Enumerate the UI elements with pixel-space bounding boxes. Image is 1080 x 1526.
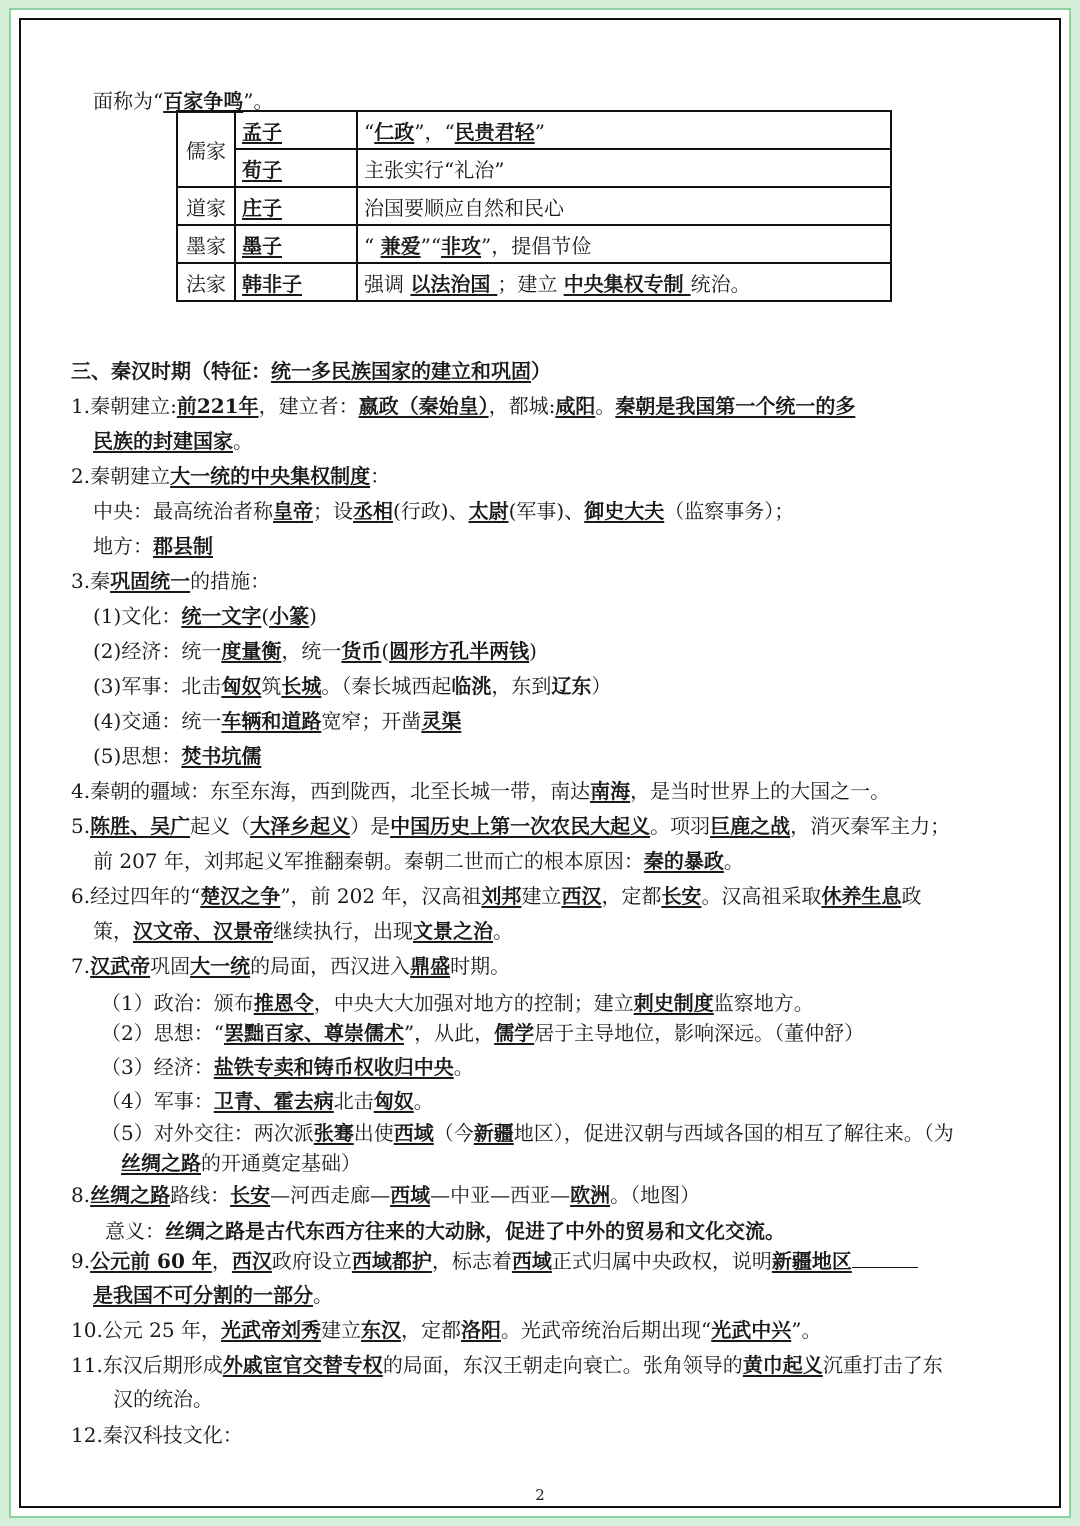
text-line: 9.公元前 60 年，西汉政府设立西域都护，标志着西域正式归属中央政权，说明新疆地区 bbox=[71, 1248, 918, 1274]
table-row bbox=[177, 225, 891, 263]
table-row bbox=[177, 187, 891, 225]
text-line: 3.秦巩固统一的措施： bbox=[71, 569, 271, 593]
document-content bbox=[21, 20, 1059, 1506]
page-frame bbox=[9, 8, 1071, 1518]
text-line: 6.经过四年的“楚汉之争”，前 202 年，汉高祖刘邦建立西汉，定都长安。汉高祖采取休养生息政 bbox=[71, 884, 922, 908]
intro-prefix: 面称为“ bbox=[93, 89, 164, 113]
text-line: 中央：最高统治者称皇帝；设丞相(行政)、太尉(军事)、御史大夫（监察事务）； bbox=[93, 499, 795, 523]
text-line: 地方：郡县制 bbox=[93, 534, 213, 558]
person-cell: 孟子 bbox=[235, 111, 357, 149]
text-line: 4.秦朝的疆域：东至东海，西到陇西，北至长城一带，南达南海，是当时世界上的大国之一。 bbox=[71, 779, 891, 803]
idea-cell: “ 兼爱”“非攻”，提倡节俭 bbox=[357, 225, 891, 263]
text-line: (3)军事：北击匈奴筑长城。（秦长城西起临洮，东到辽东） bbox=[93, 674, 612, 698]
person-cell: 韩非子 bbox=[235, 263, 357, 301]
text-line: 8.丝绸之路路线：长安—河西走廊—西域—中亚—西亚—欧洲。（地图） bbox=[71, 1183, 701, 1207]
school-cell: 儒家 bbox=[177, 111, 235, 187]
intro-term: 百家争鸣 bbox=[163, 89, 244, 113]
text-line: 汉的统治。 bbox=[113, 1387, 213, 1411]
text-line: 12.秦汉科技文化： bbox=[71, 1423, 243, 1447]
text-line: (5)思想：焚书坑儒 bbox=[93, 744, 262, 768]
page-number: 2 bbox=[535, 1486, 545, 1504]
idea-cell: 治国要顺应自然和民心 bbox=[357, 187, 891, 225]
school-cell: 法家 bbox=[177, 263, 235, 301]
text-line: （4）军事：卫青、霍去病北击匈奴。 bbox=[101, 1089, 434, 1113]
text-line: 策，汉文帝、汉景帝继续执行，出现文景之治。 bbox=[93, 919, 513, 943]
person-cell: 庄子 bbox=[235, 187, 357, 225]
text-line: （2）思想：“罢黜百家、尊崇儒术”，从此，儒学居于主导地位，影响深远。（董仲舒） bbox=[101, 1021, 865, 1045]
section-title-suffix: ） bbox=[531, 359, 551, 383]
text-line: 5.陈胜、吴广起义（大泽乡起义）是中国历史上第一次农民大起义。项羽巨鹿之战，消灭秦军主力； bbox=[71, 814, 951, 838]
person-cell: 荀子 bbox=[235, 149, 357, 187]
person-cell: 墨子 bbox=[235, 225, 357, 263]
text-line: （1）政治：颁布推恩令，中央大大加强对地方的控制；建立刺史制度监察地方。 bbox=[101, 991, 814, 1015]
text-line: 民族的封建国家。 bbox=[93, 429, 253, 453]
text-line: 是我国不可分割的一部分。 bbox=[93, 1283, 333, 1307]
section-title bbox=[71, 358, 551, 384]
text-line: （3）经济：盐铁专卖和铸币权收归中央。 bbox=[101, 1055, 474, 1079]
idea-cell: “仁政”，“民贵君轻” bbox=[357, 111, 891, 149]
text-line: (4)交通：统一车辆和道路宽窄；开凿灵渠 bbox=[93, 709, 462, 733]
idea-cell: 强调 以法治国 ；建立 中央集权专制 统治。 bbox=[357, 263, 891, 301]
text-line: 意义：丝绸之路是古代东西方往来的大动脉，促进了中外的贸易和文化交流。 bbox=[105, 1219, 785, 1243]
table-row bbox=[177, 149, 891, 187]
section-title-prefix: 三、秦汉时期（特征： bbox=[71, 359, 271, 383]
text-line: 7.汉武帝巩固大一统的局面，西汉进入鼎盛时期。 bbox=[71, 954, 511, 978]
school-cell: 墨家 bbox=[177, 225, 235, 263]
page-inner-border bbox=[19, 18, 1061, 1508]
text-line: 10.公元 25 年，光武帝刘秀建立东汉，定都洛阳。光武帝统治后期出现“光武中兴”。 bbox=[71, 1318, 822, 1342]
idea-cell: 主张实行“礼治” bbox=[357, 149, 891, 187]
text-line: （5）对外交往：两次派张骞出使西域（今新疆地区），促进汉朝与西域各国的相互了解往来。（为 bbox=[101, 1121, 954, 1145]
text-line: (2)经济：统一度量衡，统一货币(圆形方孔半两钱) bbox=[93, 639, 537, 663]
section-title-emph: 统一多民族国家的建立和巩固 bbox=[271, 359, 531, 383]
table-row bbox=[177, 263, 891, 301]
text-line: 丝绸之路的开通奠定基础） bbox=[121, 1151, 361, 1175]
schools-table bbox=[176, 110, 892, 302]
school-cell: 道家 bbox=[177, 187, 235, 225]
text-line: (1)文化：统一文字(小篆) bbox=[93, 604, 317, 628]
text-line: 11.东汉后期形成外戚宦官交替专权的局面，东汉王朝走向衰亡。张角领导的黄巾起义沉重打击了东 bbox=[71, 1353, 943, 1377]
text-line: 前 207 年，刘邦起义军推翻秦朝。秦朝二世而亡的根本原因：秦的暴政。 bbox=[93, 849, 744, 873]
intro-suffix: ”。 bbox=[243, 89, 274, 113]
schools-table-body bbox=[177, 111, 891, 301]
text-line: 2.秦朝建立大一统的中央集权制度： bbox=[71, 464, 391, 488]
table-row bbox=[177, 111, 891, 149]
text-line: 1.秦朝建立:前221年，建立者：嬴政（秦始皇），都城:咸阳。秦朝是我国第一个统一的多 bbox=[71, 394, 856, 418]
